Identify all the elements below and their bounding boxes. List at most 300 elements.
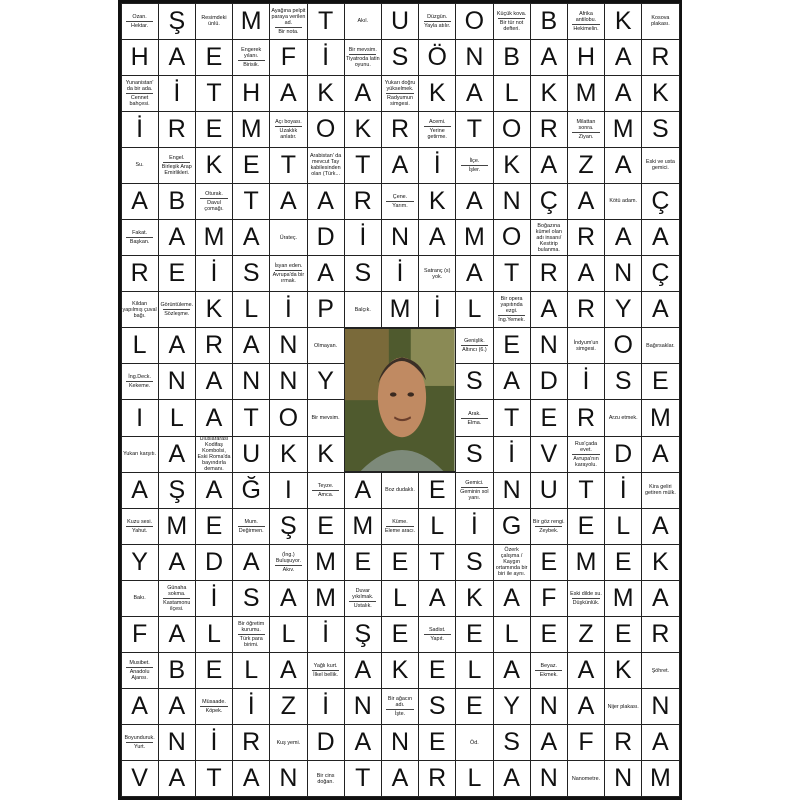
letter-cell[interactable]: [195, 544, 233, 581]
letter-cell[interactable]: [121, 39, 159, 76]
letter-cell[interactable]: [232, 436, 270, 473]
clue-text: Balçık.: [354, 306, 371, 313]
letter-cell[interactable]: [195, 255, 233, 292]
letter-cell[interactable]: [530, 39, 568, 76]
letter-cell[interactable]: [307, 219, 345, 256]
letter-cell[interactable]: [604, 219, 642, 256]
clue-divider: [275, 565, 302, 566]
letter-cell[interactable]: [493, 580, 531, 617]
letter-cell[interactable]: [232, 327, 270, 364]
letter-cell[interactable]: [493, 39, 531, 76]
letter-cell[interactable]: [232, 472, 270, 509]
clue-text: Arzu etmek.: [608, 415, 638, 422]
letter-cell[interactable]: [121, 688, 159, 725]
letter-cell[interactable]: [641, 39, 679, 76]
letter-cell[interactable]: [530, 183, 568, 220]
letter-cell[interactable]: [418, 724, 456, 761]
cell-letter: R: [576, 223, 596, 252]
letter-cell[interactable]: [455, 616, 493, 653]
clue-cell: [493, 3, 531, 40]
letter-cell[interactable]: [530, 688, 568, 725]
cell-letter: F: [578, 728, 594, 757]
cell-letter: Y: [614, 295, 632, 324]
letter-cell[interactable]: [307, 580, 345, 617]
letter-cell[interactable]: [567, 147, 605, 184]
letter-cell[interactable]: [567, 652, 605, 689]
letter-cell[interactable]: [567, 291, 605, 328]
letter-cell[interactable]: [530, 472, 568, 509]
letter-cell[interactable]: [567, 688, 605, 725]
letter-cell[interactable]: [269, 147, 307, 184]
letter-cell[interactable]: [455, 291, 493, 328]
letter-cell[interactable]: [158, 183, 196, 220]
letter-cell[interactable]: [418, 652, 456, 689]
letter-cell[interactable]: [530, 760, 568, 797]
letter-cell[interactable]: [195, 508, 233, 545]
clue-divider: [126, 237, 153, 238]
letter-cell[interactable]: [195, 580, 233, 617]
letter-cell[interactable]: [493, 436, 531, 473]
letter-cell[interactable]: [344, 688, 382, 725]
letter-cell[interactable]: [344, 255, 382, 292]
letter-cell[interactable]: [269, 760, 307, 797]
letter-cell[interactable]: [493, 147, 531, 184]
clue-cell: [269, 724, 307, 761]
letter-cell[interactable]: [455, 39, 493, 76]
letter-cell[interactable]: [604, 363, 642, 400]
letter-cell[interactable]: [158, 39, 196, 76]
letter-cell[interactable]: [493, 183, 531, 220]
letter-cell[interactable]: [455, 652, 493, 689]
letter-cell[interactable]: [418, 580, 456, 617]
letter-cell[interactable]: [269, 472, 307, 509]
letter-cell[interactable]: [269, 39, 307, 76]
letter-cell[interactable]: [641, 508, 679, 545]
letter-cell[interactable]: [232, 652, 270, 689]
letter-cell[interactable]: [455, 255, 493, 292]
letter-cell[interactable]: [344, 147, 382, 184]
letter-cell[interactable]: [381, 219, 419, 256]
letter-cell[interactable]: [158, 363, 196, 400]
letter-cell[interactable]: [530, 147, 568, 184]
letter-cell[interactable]: [195, 219, 233, 256]
letter-cell[interactable]: [344, 75, 382, 112]
letter-cell[interactable]: [158, 3, 196, 40]
letter-cell[interactable]: [121, 183, 159, 220]
letter-cell[interactable]: [604, 652, 642, 689]
clue-divider: [163, 162, 190, 163]
letter-cell[interactable]: [493, 616, 531, 653]
letter-cell[interactable]: [381, 291, 419, 328]
letter-cell[interactable]: [381, 111, 419, 148]
letter-cell[interactable]: [158, 436, 196, 473]
letter-cell[interactable]: [158, 111, 196, 148]
letter-cell[interactable]: [158, 688, 196, 725]
cell-letter: B: [168, 656, 186, 685]
letter-cell[interactable]: [158, 544, 196, 581]
letter-cell[interactable]: [269, 363, 307, 400]
letter-cell[interactable]: [381, 760, 419, 797]
clue-text: Nanometre.: [571, 775, 601, 782]
cell-letter: A: [466, 259, 483, 288]
letter-cell[interactable]: [158, 760, 196, 797]
letter-cell[interactable]: [530, 544, 568, 581]
letter-cell[interactable]: [455, 436, 493, 473]
clue-cell: [307, 472, 345, 509]
letter-cell[interactable]: [121, 327, 159, 364]
letter-cell[interactable]: [604, 39, 642, 76]
letter-cell[interactable]: [232, 724, 270, 761]
letter-cell[interactable]: [121, 472, 159, 509]
letter-cell[interactable]: [567, 724, 605, 761]
letter-cell[interactable]: [418, 147, 456, 184]
letter-cell[interactable]: [604, 75, 642, 112]
letter-cell[interactable]: [344, 616, 382, 653]
cell-letter: N: [614, 259, 633, 288]
cell-letter: A: [280, 186, 297, 215]
cell-letter: A: [503, 583, 520, 612]
cell-letter: L: [616, 511, 631, 540]
letter-cell[interactable]: [381, 724, 419, 761]
letter-cell[interactable]: [269, 327, 307, 364]
letter-cell[interactable]: [121, 760, 159, 797]
letter-cell[interactable]: [418, 760, 456, 797]
letter-cell[interactable]: [269, 688, 307, 725]
letter-cell[interactable]: [121, 544, 159, 581]
letter-cell[interactable]: [195, 111, 233, 148]
letter-cell[interactable]: [381, 3, 419, 40]
letter-cell[interactable]: [530, 436, 568, 473]
letter-cell[interactable]: [307, 183, 345, 220]
letter-cell[interactable]: [269, 652, 307, 689]
letter-cell[interactable]: [269, 508, 307, 545]
letter-cell[interactable]: [641, 436, 679, 473]
letter-cell[interactable]: [567, 75, 605, 112]
letter-cell[interactable]: [455, 760, 493, 797]
letter-cell[interactable]: [530, 291, 568, 328]
cell-letter: T: [317, 6, 334, 35]
letter-cell[interactable]: [567, 255, 605, 292]
clue-text: Kastamonu ilçesi.: [163, 599, 191, 612]
letter-cell[interactable]: [232, 183, 270, 220]
letter-cell[interactable]: [530, 111, 568, 148]
letter-cell[interactable]: [493, 399, 531, 436]
letter-cell[interactable]: [641, 255, 679, 292]
letter-cell[interactable]: [604, 580, 642, 617]
letter-cell[interactable]: [418, 688, 456, 725]
letter-cell[interactable]: [455, 580, 493, 617]
letter-cell[interactable]: [493, 111, 531, 148]
letter-cell[interactable]: [269, 580, 307, 617]
letter-cell[interactable]: [381, 652, 419, 689]
cell-letter: İ: [322, 42, 330, 71]
letter-cell[interactable]: [641, 183, 679, 220]
clue-divider: [386, 526, 413, 527]
cell-letter: A: [577, 259, 595, 288]
cell-letter: R: [651, 620, 670, 649]
letter-cell[interactable]: [455, 183, 493, 220]
letter-cell[interactable]: [121, 399, 159, 436]
letter-cell[interactable]: [195, 399, 233, 436]
clue-cell: [455, 472, 493, 509]
letter-cell[interactable]: [158, 75, 196, 112]
letter-cell[interactable]: [158, 399, 196, 436]
clue-cell: [195, 688, 233, 725]
letter-cell[interactable]: [530, 3, 568, 40]
letter-cell[interactable]: [232, 760, 270, 797]
clue-text: İlkel bellik.: [313, 672, 339, 679]
letter-cell[interactable]: [604, 724, 642, 761]
cell-letter: F: [280, 42, 297, 71]
letter-cell[interactable]: [307, 3, 345, 40]
letter-cell[interactable]: [567, 508, 605, 545]
cell-letter: S: [466, 439, 483, 468]
letter-cell[interactable]: [604, 3, 642, 40]
letter-cell[interactable]: [493, 327, 531, 364]
clue-cell: [158, 580, 196, 617]
letter-cell[interactable]: [418, 472, 456, 509]
letter-cell[interactable]: [530, 255, 568, 292]
letter-cell[interactable]: [530, 363, 568, 400]
letter-cell[interactable]: [307, 255, 345, 292]
cell-letter: Y: [503, 692, 520, 721]
letter-cell[interactable]: [232, 3, 270, 40]
letter-cell[interactable]: [530, 399, 568, 436]
letter-cell[interactable]: [158, 508, 196, 545]
letter-cell[interactable]: [567, 183, 605, 220]
letter-cell[interactable]: [232, 219, 270, 256]
letter-cell[interactable]: [195, 147, 233, 184]
letter-cell[interactable]: [232, 75, 270, 112]
letter-cell[interactable]: [641, 544, 679, 581]
clue-text: Engel.: [169, 154, 185, 161]
letter-cell[interactable]: [158, 652, 196, 689]
letter-cell[interactable]: [381, 580, 419, 617]
clue-text: Altıncı (6.): [462, 347, 487, 354]
letter-cell[interactable]: [381, 544, 419, 581]
letter-cell[interactable]: [567, 399, 605, 436]
letter-cell[interactable]: [307, 39, 345, 76]
letter-cell[interactable]: [344, 760, 382, 797]
letter-cell[interactable]: [195, 39, 233, 76]
letter-cell[interactable]: [530, 327, 568, 364]
letter-cell[interactable]: [232, 544, 270, 581]
letter-cell[interactable]: [195, 760, 233, 797]
letter-cell[interactable]: [418, 75, 456, 112]
cell-letter: E: [205, 114, 223, 143]
letter-cell[interactable]: [232, 291, 270, 328]
letter-cell[interactable]: [567, 363, 605, 400]
letter-cell[interactable]: [158, 616, 196, 653]
letter-cell[interactable]: [121, 255, 159, 292]
letter-cell[interactable]: [307, 436, 345, 473]
letter-cell[interactable]: [567, 39, 605, 76]
letter-cell[interactable]: [418, 508, 456, 545]
letter-cell[interactable]: [344, 652, 382, 689]
letter-cell[interactable]: [604, 544, 642, 581]
letter-cell[interactable]: [455, 75, 493, 112]
cell-letter: E: [205, 42, 223, 71]
clue-text: İşte.: [394, 711, 406, 718]
letter-cell[interactable]: [641, 363, 679, 400]
clue-text: Bakı.: [133, 595, 146, 602]
clue-text: Rus'çada evet.: [574, 440, 598, 453]
letter-cell[interactable]: [641, 688, 679, 725]
letter-cell[interactable]: [604, 111, 642, 148]
cell-letter: H: [242, 78, 261, 107]
letter-cell[interactable]: [232, 147, 270, 184]
letter-cell[interactable]: [455, 688, 493, 725]
letter-cell[interactable]: [641, 760, 679, 797]
letter-cell[interactable]: [307, 688, 345, 725]
letter-cell[interactable]: [344, 472, 382, 509]
letter-cell[interactable]: [344, 183, 382, 220]
letter-cell[interactable]: [493, 760, 531, 797]
letter-cell[interactable]: [195, 75, 233, 112]
letter-cell[interactable]: [158, 472, 196, 509]
letter-cell[interactable]: [232, 580, 270, 617]
letter-cell[interactable]: [307, 291, 345, 328]
letter-cell[interactable]: [307, 508, 345, 545]
letter-cell[interactable]: [232, 363, 270, 400]
letter-cell[interactable]: [493, 652, 531, 689]
letter-cell[interactable]: [418, 544, 456, 581]
letter-cell[interactable]: [567, 544, 605, 581]
letter-cell[interactable]: [344, 219, 382, 256]
letter-cell[interactable]: [195, 472, 233, 509]
letter-cell[interactable]: [530, 724, 568, 761]
letter-cell[interactable]: [121, 111, 159, 148]
letter-cell[interactable]: [232, 255, 270, 292]
letter-cell[interactable]: [158, 724, 196, 761]
letter-cell[interactable]: [604, 436, 642, 473]
letter-cell[interactable]: [530, 616, 568, 653]
letter-cell[interactable]: [195, 363, 233, 400]
letter-cell[interactable]: [455, 508, 493, 545]
letter-cell[interactable]: [641, 616, 679, 653]
cell-letter: K: [652, 547, 669, 576]
letter-cell[interactable]: [307, 724, 345, 761]
letter-cell[interactable]: [604, 616, 642, 653]
letter-cell[interactable]: [232, 111, 270, 148]
letter-cell[interactable]: [493, 363, 531, 400]
letter-cell[interactable]: [455, 111, 493, 148]
letter-cell[interactable]: [418, 219, 456, 256]
letter-cell[interactable]: [493, 75, 531, 112]
letter-cell[interactable]: [344, 724, 382, 761]
letter-cell[interactable]: [307, 616, 345, 653]
letter-cell[interactable]: [604, 508, 642, 545]
letter-cell[interactable]: [641, 724, 679, 761]
letter-cell[interactable]: [307, 75, 345, 112]
cell-letter: O: [501, 223, 522, 252]
letter-cell[interactable]: [567, 616, 605, 653]
clue-text: Yukarı doğru yükselmek.: [384, 79, 416, 92]
letter-cell[interactable]: [381, 616, 419, 653]
letter-cell[interactable]: [567, 472, 605, 509]
letter-cell[interactable]: [195, 291, 233, 328]
letter-cell[interactable]: [641, 580, 679, 617]
letter-cell[interactable]: [195, 327, 233, 364]
letter-cell[interactable]: [418, 39, 456, 76]
letter-cell[interactable]: [530, 580, 568, 617]
cell-letter: M: [240, 6, 262, 35]
letter-cell[interactable]: [269, 436, 307, 473]
letter-cell[interactable]: [307, 544, 345, 581]
letter-cell[interactable]: [493, 724, 531, 761]
letter-cell[interactable]: [269, 291, 307, 328]
letter-cell[interactable]: [269, 616, 307, 653]
letter-cell[interactable]: [641, 399, 679, 436]
letter-cell[interactable]: [641, 75, 679, 112]
clue-text: Akıl.: [357, 18, 369, 25]
letter-cell[interactable]: [381, 39, 419, 76]
letter-cell[interactable]: [269, 183, 307, 220]
letter-cell[interactable]: [604, 760, 642, 797]
letter-cell[interactable]: [455, 363, 493, 400]
clue-cell: [344, 3, 382, 40]
letter-cell[interactable]: [121, 616, 159, 653]
clue-cell: [195, 436, 233, 473]
clue-text: Kekeme.: [128, 383, 151, 390]
letter-cell[interactable]: [493, 688, 531, 725]
letter-cell[interactable]: [195, 652, 233, 689]
letter-cell[interactable]: [455, 3, 493, 40]
letter-cell[interactable]: [567, 219, 605, 256]
letter-cell[interactable]: [418, 291, 456, 328]
letter-cell[interactable]: [195, 724, 233, 761]
clue-text: Genişlik.: [464, 338, 485, 345]
letter-cell[interactable]: [641, 291, 679, 328]
letter-cell[interactable]: [493, 508, 531, 545]
letter-cell[interactable]: [158, 327, 196, 364]
letter-cell[interactable]: [158, 219, 196, 256]
cell-letter: M: [463, 223, 485, 252]
cell-letter: N: [614, 764, 633, 793]
letter-cell[interactable]: [493, 472, 531, 509]
letter-cell[interactable]: [641, 219, 679, 256]
letter-cell[interactable]: [269, 75, 307, 112]
letter-cell[interactable]: [232, 688, 270, 725]
letter-cell[interactable]: [604, 472, 642, 509]
letter-cell[interactable]: [344, 111, 382, 148]
letter-cell[interactable]: [455, 219, 493, 256]
letter-cell[interactable]: [455, 544, 493, 581]
letter-cell[interactable]: [604, 291, 642, 328]
letter-cell[interactable]: [307, 363, 345, 400]
clue-divider: [461, 418, 488, 419]
letter-cell[interactable]: [269, 399, 307, 436]
letter-cell[interactable]: [381, 255, 419, 292]
letter-cell[interactable]: [418, 183, 456, 220]
letter-cell[interactable]: [344, 508, 382, 545]
letter-cell[interactable]: [307, 111, 345, 148]
letter-cell[interactable]: [604, 255, 642, 292]
letter-cell[interactable]: [604, 327, 642, 364]
letter-cell[interactable]: [493, 219, 531, 256]
clue-divider: [424, 21, 451, 22]
letter-cell[interactable]: [232, 399, 270, 436]
letter-cell[interactable]: [641, 111, 679, 148]
letter-cell[interactable]: [158, 255, 196, 292]
letter-cell[interactable]: [493, 255, 531, 292]
letter-cell[interactable]: [604, 147, 642, 184]
letter-cell[interactable]: [530, 75, 568, 112]
clue-text: Boz dudaklı.: [385, 487, 415, 494]
letter-cell[interactable]: [195, 616, 233, 653]
letter-cell[interactable]: [381, 147, 419, 184]
letter-cell[interactable]: [344, 544, 382, 581]
